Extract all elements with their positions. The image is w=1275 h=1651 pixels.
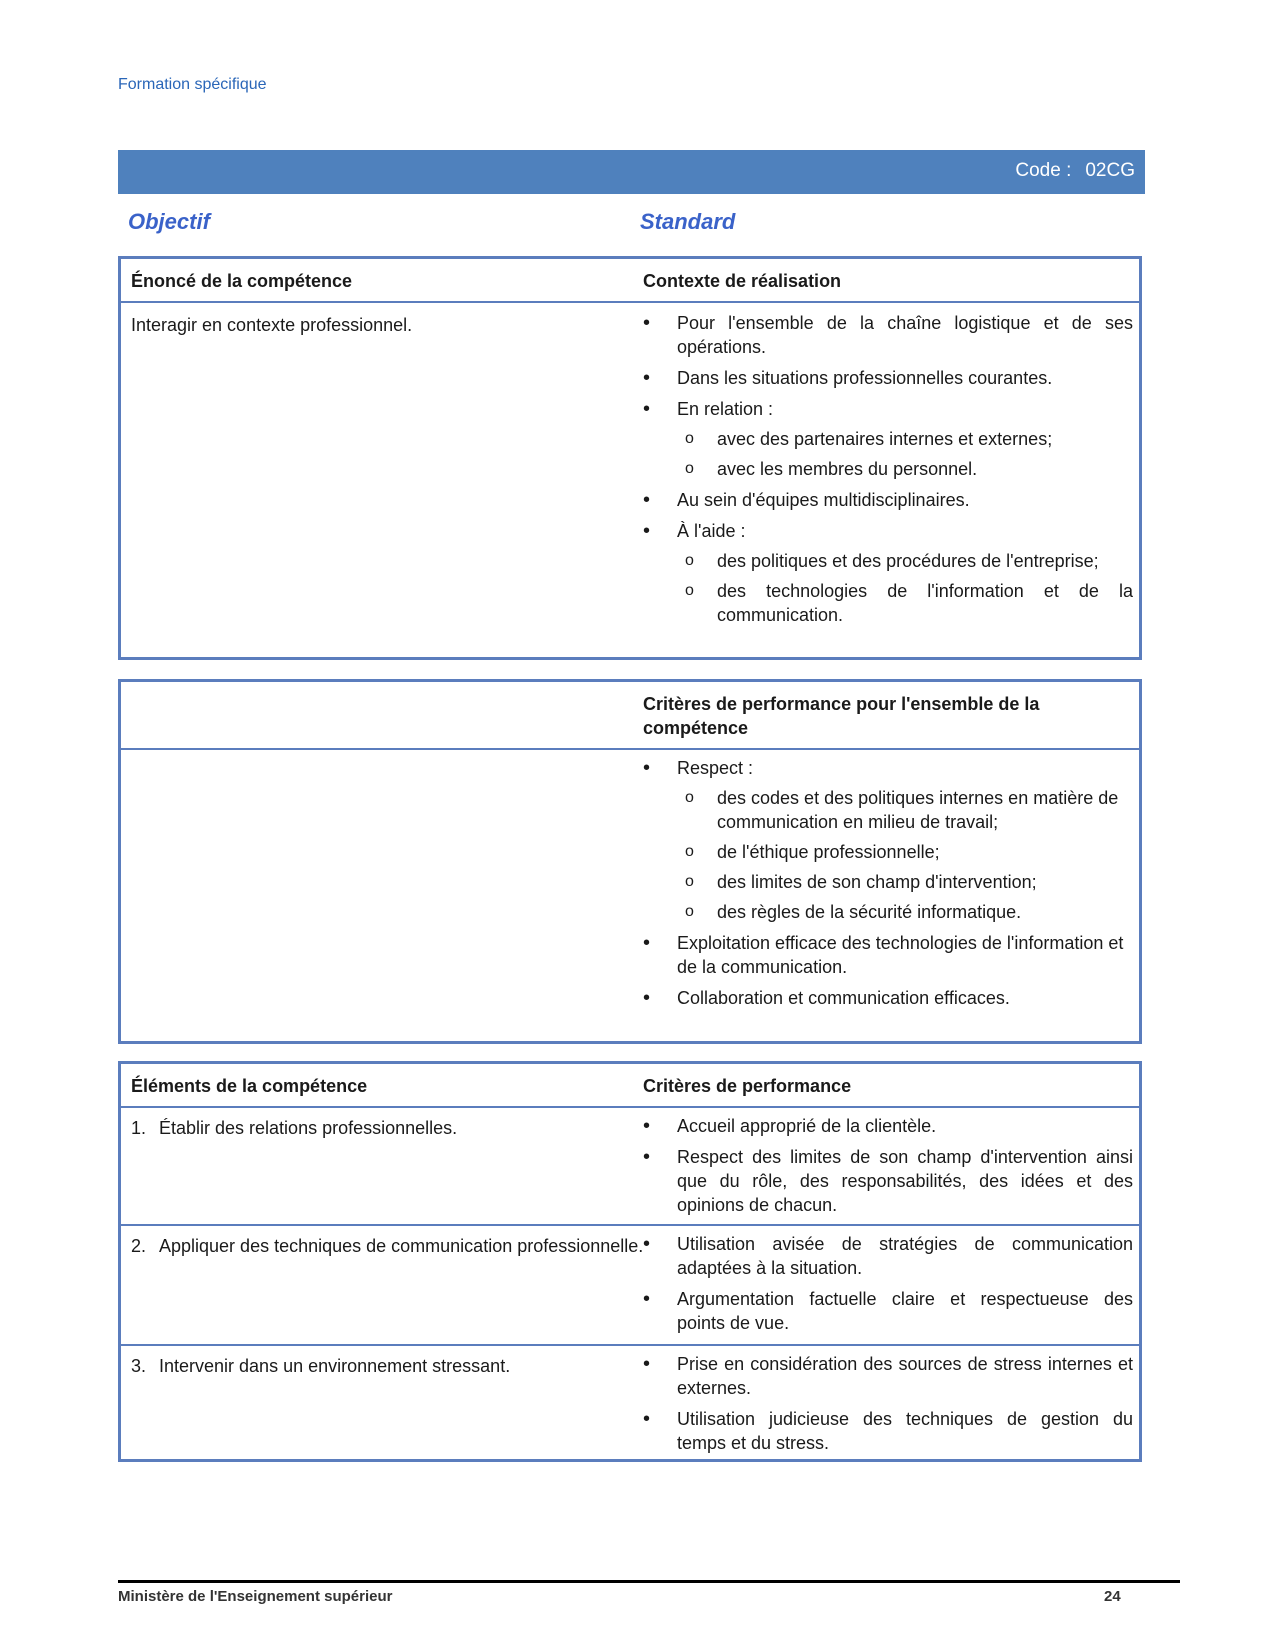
context-list xyxy=(643,311,1133,634)
page-number: 24 xyxy=(1104,1588,1121,1605)
table-row xyxy=(121,301,1139,657)
overall-criteria-list xyxy=(643,756,1133,1017)
criteria-header: Critères de performance xyxy=(643,1076,852,1096)
list-item: • En relation : o avec des partenaires internes et externes; o avec les membres du personnel. xyxy=(643,397,1133,481)
overall-criteria-table xyxy=(118,679,1142,1044)
list-item: • Respect : o des codes et des politiques internes en matière de communication en milieu de travail; o de l'éthique professionnelle; o des limites de son champ d'intervention; o des règles de la sécurité informatique. xyxy=(643,756,1133,924)
table-header-row xyxy=(121,1064,1139,1106)
objective-heading: Objectif xyxy=(128,209,210,234)
table-row xyxy=(121,1106,1139,1224)
elements-table xyxy=(118,1061,1142,1462)
list-item: • Accueil approprié de la clientèle. xyxy=(643,1114,1133,1138)
list-item: • Au sein d'équipes multidisciplinaires. xyxy=(643,488,1133,512)
criteria-list xyxy=(643,1352,1133,1462)
element-item: 2. Appliquer des techniques de communication professionnelle. xyxy=(131,1236,644,1256)
list-item: • Exploitation efficace des technologies de l'information et de la communication. xyxy=(643,931,1133,979)
section-link[interactable]: Formation spécifique xyxy=(118,76,267,93)
sub-list-item: o de l'éthique professionnelle; xyxy=(643,840,1133,864)
competency-statement: Interagir en contexte professionnel. xyxy=(131,315,413,335)
list-item: • Argumentation factuelle claire et respectueuse des points de vue. xyxy=(643,1287,1133,1335)
statement-header: Énoncé de la compétence xyxy=(131,271,353,291)
list-item: • Respect des limites de son champ d'intervention ainsi que du rôle, des responsabilités, des idées et des opinions de chacun. xyxy=(643,1145,1133,1217)
list-item: • À l'aide : o des politiques et des procédures de l'entreprise; o des technologies de l'information et de la communication. xyxy=(643,519,1133,627)
criteria-list xyxy=(643,1114,1133,1224)
standard-heading: Standard xyxy=(640,209,736,234)
list-item: • Dans les situations professionnelles courantes. xyxy=(643,366,1133,390)
elements-header: Éléments de la compétence xyxy=(131,1076,368,1096)
element-item: 3. Intervenir dans un environnement stressant. xyxy=(131,1356,511,1376)
sub-list-item: o des limites de son champ d'intervention; xyxy=(643,870,1133,894)
code-label: Code : xyxy=(1015,160,1072,181)
table-row xyxy=(121,1344,1139,1461)
list-item: • Utilisation avisée de stratégies de communication adaptées à la situation. xyxy=(643,1232,1133,1280)
table-row xyxy=(121,1224,1139,1344)
sub-list-item: o des politiques et des procédures de l'entreprise; xyxy=(643,549,1133,573)
footer-divider xyxy=(118,1580,1180,1583)
footer-ministry: Ministère de l'Enseignement supérieur xyxy=(118,1588,393,1605)
code-value: 02CG xyxy=(1085,160,1135,181)
context-header: Contexte de réalisation xyxy=(643,271,842,291)
overall-criteria-header: Critères de performance pour l'ensemble de la compétence xyxy=(643,694,1040,738)
table-row xyxy=(121,748,1139,1040)
list-item: • Utilisation judicieuse des techniques de gestion du temps et du stress. xyxy=(643,1407,1133,1455)
table-header-row xyxy=(121,682,1139,748)
list-item: • Prise en considération des sources de stress internes et externes. xyxy=(643,1352,1133,1400)
list-item: • Pour l'ensemble de la chaîne logistique et de ses opérations. xyxy=(643,311,1133,359)
competency-code xyxy=(1015,160,1135,182)
competency-statement-table xyxy=(118,256,1142,660)
sub-list-item: o des règles de la sécurité informatique. xyxy=(643,900,1133,924)
sub-list-item: o des codes et des politiques internes en matière de communication en milieu de travail; xyxy=(643,786,1133,834)
sub-list-item: o avec les membres du personnel. xyxy=(643,457,1133,481)
code-bar xyxy=(118,150,1145,194)
table-header-row xyxy=(121,259,1139,301)
sub-list-item: o avec des partenaires internes et externes; xyxy=(643,427,1133,451)
list-item: • Collaboration et communication efficaces. xyxy=(643,986,1133,1010)
sub-list-item: o des technologies de l'information et de la communication. xyxy=(643,579,1133,627)
criteria-list xyxy=(643,1232,1133,1342)
element-item: 1. Établir des relations professionnelles. xyxy=(131,1118,458,1138)
